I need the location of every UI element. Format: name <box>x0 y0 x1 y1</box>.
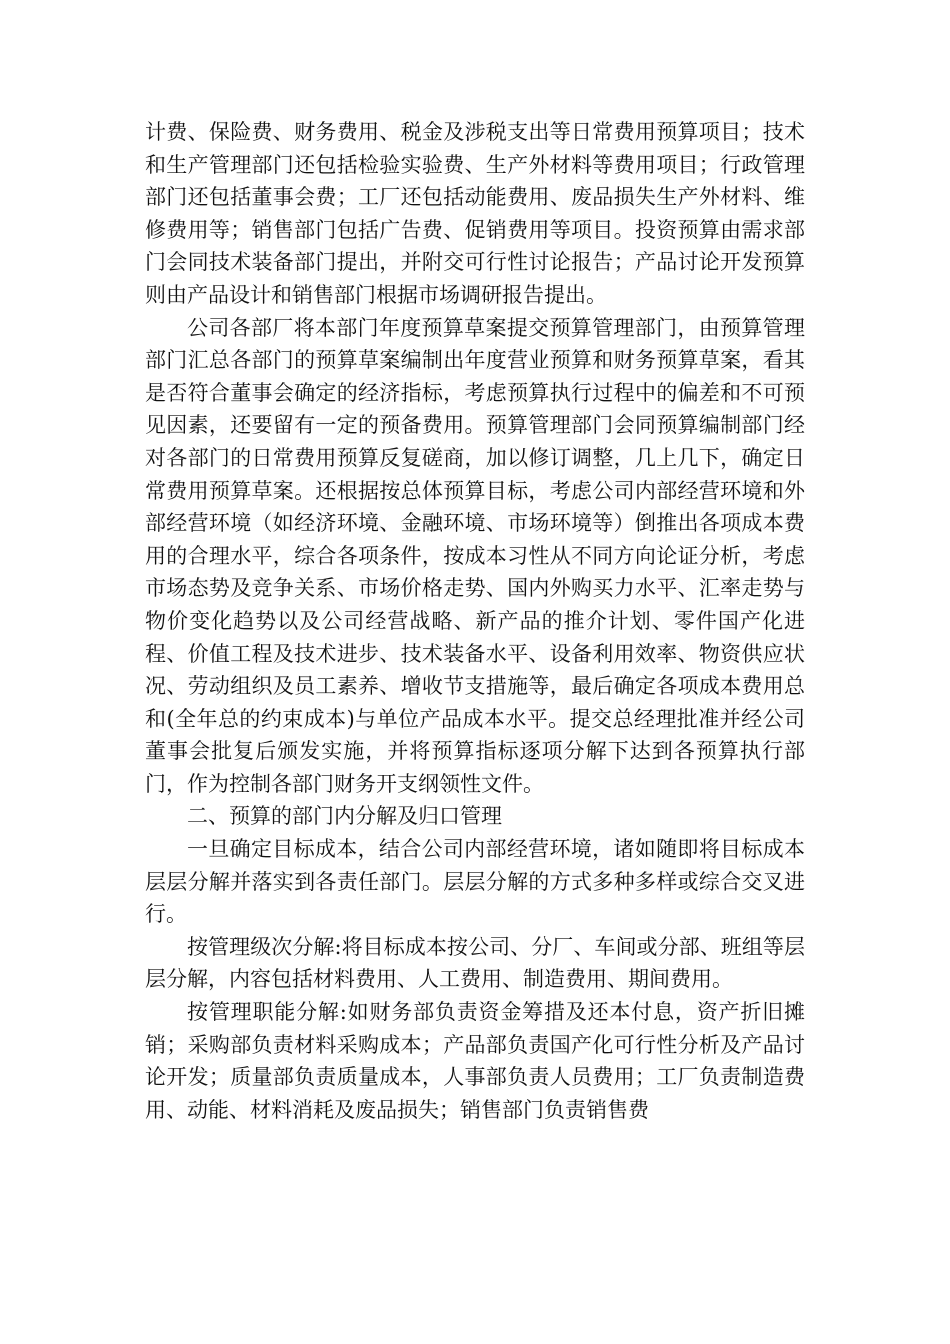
paragraph-target-cost: 一旦确定目标成本，结合公司内部经营环境，诸如随即将目标成本层层分解并落实到各责任部门。层层分解的方式多种多样或综合交叉进行。 <box>145 837 805 927</box>
paragraph-budget-drafting: 公司各部厂将本部门年度预算草案提交预算管理部门，由预算管理部门汇总各部门的预算草案编制出年度营业预算和财务预算草案，看其是否符合董事会确定的经济指标，考虑预算执行过程中的偏差和不可预见因素，还要留有一定的预备费用。预算管理部门会同预算编制部门经对各部门的日常费用预算反复磋商，加以修订调整，几上几下，确定日常费用预算草案。还根据按总体预算目标，考虑公司内部经营环境和外部经营环境（如经济环境、金融环境、市场环境等）倒推出各项成本费用的合理水平，综合各项条件，按成本习性从不同方向论证分析，考虑市场态势及竞争关系、市场价格走势、国内外购买力水平、汇率走势与物价变化趋势以及公司经营战略、新产品的推介计划、零件国产化进程、价值工程及技术进步、技术装备水平、设备利用效率、物资供应状况、劳动组织及员工素养、增收节支措施等，最后确定各项成本费用总和(全年总的约束成本)与单位产品成本水平。提交总经理批准并经公司董事会批复后颁发实施，并将预算指标逐项分解下达到各预算执行部门，作为控制各部门财务开支纲领性文件。 <box>145 315 805 796</box>
paragraph-management-level: 按管理级次分解:将目标成本按公司、分厂、车间或分部、班组等层层分解，内容包括材料费用、人工费用、制造费用、期间费用。 <box>145 934 805 992</box>
section-heading-budget-decomposition: 二、预算的部门内分解及归口管理 <box>187 804 502 829</box>
paragraph-expense-items: 计费、保险费、财务费用、税金及涉税支出等日常费用预算项目；技术和生产管理部门还包括检验实验费、生产外材料等费用项目；行政管理部门还包括董事会费；工厂还包括动能费用、废品损失生产外材料、维修费用等；销售部门包括广告费、促销费用等项目。投资预算由需求部门会同技术装备部门提出，并附交可行性讨论报告；产品讨论开发预算则由产品设计和销售部门根据市场调研报告提出。 <box>145 120 805 307</box>
paragraph-management-function: 按管理职能分解:如财务部负责资金筹措及还本付息，资产折旧摊销；采购部负责材料采购成本；产品部负责国产化可行性分析及产品讨论开发；质量部负责质量成本，人事部负责人员费用；工厂负责制造费用、动能、材料消耗及废品损失；销售部门负责销售费 <box>145 1000 805 1122</box>
document-page <box>145 116 805 1126</box>
